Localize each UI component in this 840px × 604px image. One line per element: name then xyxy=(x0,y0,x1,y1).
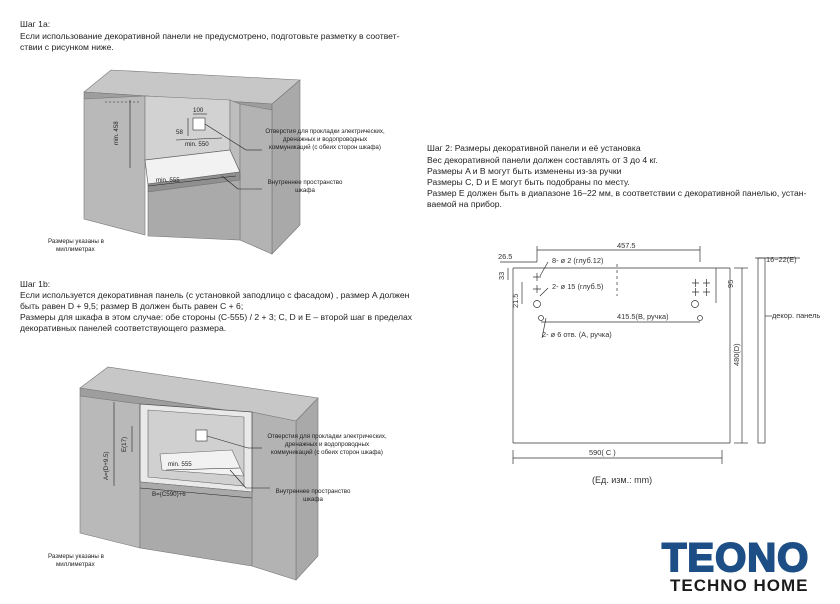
callout-holes-1a-l2: дренажных и водопроводных xyxy=(282,136,368,143)
step2-line1: Вес декоративной панели должен составлять от 3 до 4 кг. xyxy=(427,155,658,165)
dim-label-415: 415.5(B, ручка) xyxy=(617,312,669,321)
step1a-line1: Если использование декоративной панели не предусмотрено, подготовьте разметку в соответ- xyxy=(20,31,400,41)
callout-holes-1a-l1: Отверстия для прокладки электрических, xyxy=(265,128,385,135)
panel-side-view xyxy=(758,258,765,443)
step1a-title: Шаг 1a: xyxy=(20,19,51,29)
callout-inner-1b-l1: Внутреннее пространство xyxy=(275,488,351,495)
dim-label-95: 95 xyxy=(726,279,735,288)
hole-small-1 xyxy=(533,273,541,281)
dim-label-590: 590( C ) xyxy=(589,448,616,457)
hole-6-right xyxy=(698,316,703,321)
units-note-1a-l1: Размеры указаны в xyxy=(48,238,104,245)
label-decor-panel: декор. панель xyxy=(772,311,821,320)
callout-inner-1a-l1: Внутреннее пространство xyxy=(267,179,343,186)
dim-label-457: 457.5 xyxy=(617,241,636,250)
step2-title: Шаг 2: Размеры декоративной панели и её установка xyxy=(427,143,641,153)
hole-small-4 xyxy=(692,288,710,296)
callout-inner-1b-l2: шкафа xyxy=(303,496,323,503)
dim-label-555-1b: min. 555 xyxy=(168,461,192,468)
units-note-1a-l2: миллиметрах xyxy=(56,246,95,253)
brand-tagline: TECHNO HOME xyxy=(670,576,809,595)
callout-inner-1a-l2: шкафа xyxy=(295,187,315,194)
brand-logo: TEONO xyxy=(662,536,810,580)
dim-label-555-1a: min. 555 xyxy=(156,177,180,184)
label-hole-6: 2- ø 6 отв. (A, ручка) xyxy=(542,330,612,339)
dim-label-58-1a: 58 xyxy=(176,129,183,136)
dim-label-480: 480(D) xyxy=(732,343,741,366)
label-hole-15: 2- ø 15 (глуб.5) xyxy=(552,282,604,291)
step1a-line2: ствии с рисунком ниже. xyxy=(20,42,114,52)
callout-holes-1a-l3: коммуникаций (с обеих сторон шкафа) xyxy=(269,144,381,151)
hole-small-3 xyxy=(692,279,710,287)
dim-label-e-1b: E(17) xyxy=(121,436,128,452)
dim-label-height-1a: min. 458 xyxy=(113,121,120,145)
hole-6-left xyxy=(539,316,544,321)
dim-label-550-1a: min. 550 xyxy=(185,141,209,148)
callout-holes-1b-l1: Отверстия для прокладки электрических, xyxy=(267,433,387,440)
dim-label-21: 21.5 xyxy=(511,293,520,308)
step1b-line1: Если используется декоративная панель (с установкой заподлицо с фасадом) , размер A должен xyxy=(20,290,410,300)
label-hole-8: 8- ø 2 (глуб.12) xyxy=(552,256,604,265)
callout-holes-1b-l2: дренажных и водопроводных xyxy=(284,441,370,448)
dim-label-33: 33 xyxy=(497,271,506,280)
dim-label-100-1a: 100 xyxy=(193,107,204,114)
hole-small-2 xyxy=(533,285,541,293)
units-note-fig2: (Ед. изм.: mm) xyxy=(592,475,653,485)
step1b-title: Шаг 1b: xyxy=(20,279,51,289)
callout-holes-1b-l3: коммуникаций (с обеих сторон шкафа) xyxy=(271,449,383,456)
units-note-1b-l2: миллиметрах xyxy=(56,561,95,568)
step2-line3: Размеры C, D и E могут быть подобраны по месту. xyxy=(427,177,630,187)
dim-label-b-1b: B=(C590)+6 xyxy=(152,491,186,498)
dim-label-26: 26.5 xyxy=(498,252,513,261)
hole-15-right xyxy=(692,301,699,308)
units-note-1b-l1: Размеры указаны в xyxy=(48,553,104,560)
step1b-line2: быть равен D + 9,5; размер B должен быть равен C + 6; xyxy=(20,301,244,311)
hole-15-left xyxy=(534,301,541,308)
step1b-line3: Размеры для шкафа в этом случае: обе стороны (C-555) / 2 + 3; C, D и E – второй шаг в пределах xyxy=(20,312,413,322)
step2-line5: ваемой на прибор. xyxy=(427,199,502,209)
dim-label-a-1b: A=(D+9.5) xyxy=(103,451,110,480)
step2-line4: Размер E должен быть в диапазоне 16–22 мм, в соответствии с декоративной панелью, устан- xyxy=(427,188,807,198)
dim-label-e: 16~22(E) xyxy=(766,255,797,264)
step2-line2: Размеры A и B могут быть изменены из-за ручки xyxy=(427,166,622,176)
step1b-line4: декоративных панелей соответствующего размера. xyxy=(20,323,227,333)
